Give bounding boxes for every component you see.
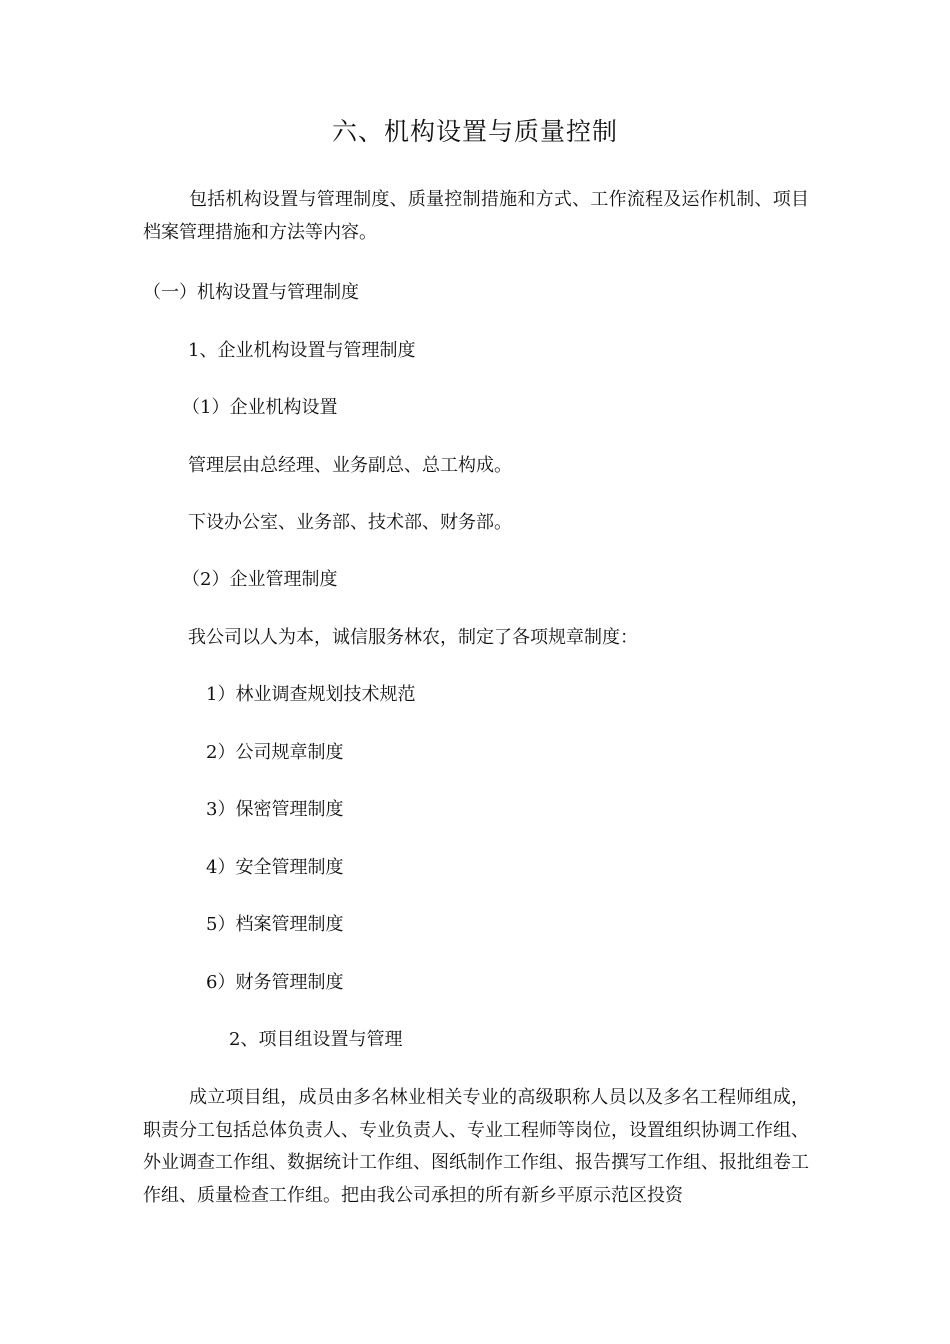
- intro-paragraph: 包括机构设置与管理制度、质量控制措施和方式、工作流程及运作机制、项目档案管理措施和方法等内容。: [143, 189, 809, 243]
- management-text: 管理层由总经理、业务副总、总工构成。: [188, 455, 512, 476]
- project-group-paragraph: 成立项目组，成员由多名林业相关专业的高级职称人员以及多名工程师组成，职责分工包括总体负责人、专业负责人、专业工程师等岗位，设置组织协调工作组、外业调查工作组、数据统计工作组、图纸制作工作组、报告撰写工作组、报批组卷工作组、质量检查工作组。把由我公司承担的所有新乡平原示范区投资: [143, 1087, 809, 1206]
- list-item: 6）财务管理制度: [206, 972, 344, 993]
- subsection-heading-1: 1、企业机构设置与管理制度: [188, 340, 416, 361]
- list-item: 2）公司规章制度: [206, 742, 344, 763]
- section-heading: （一）机构设置与管理制度: [143, 282, 359, 303]
- list-item: 3）保密管理制度: [206, 799, 344, 820]
- rules-intro: 我公司以人为本，诚信服务林农，制定了各项规章制度：: [188, 627, 638, 648]
- list-item: 1）林业调查规划技术规范: [206, 684, 416, 705]
- departments-text: 下设办公室、业务部、技术部、财务部。: [188, 512, 512, 533]
- item-heading-mgmt-rules: （2）企业管理制度: [182, 569, 338, 590]
- subsection-heading-2: 2、项目组设置与管理: [229, 1029, 403, 1050]
- list-item: 4）安全管理制度: [206, 857, 344, 878]
- item-heading-org-setup: （1）企业机构设置: [182, 397, 338, 418]
- document-title: 六、机构设置与质量控制: [331, 117, 618, 146]
- list-item: 5）档案管理制度: [206, 914, 344, 935]
